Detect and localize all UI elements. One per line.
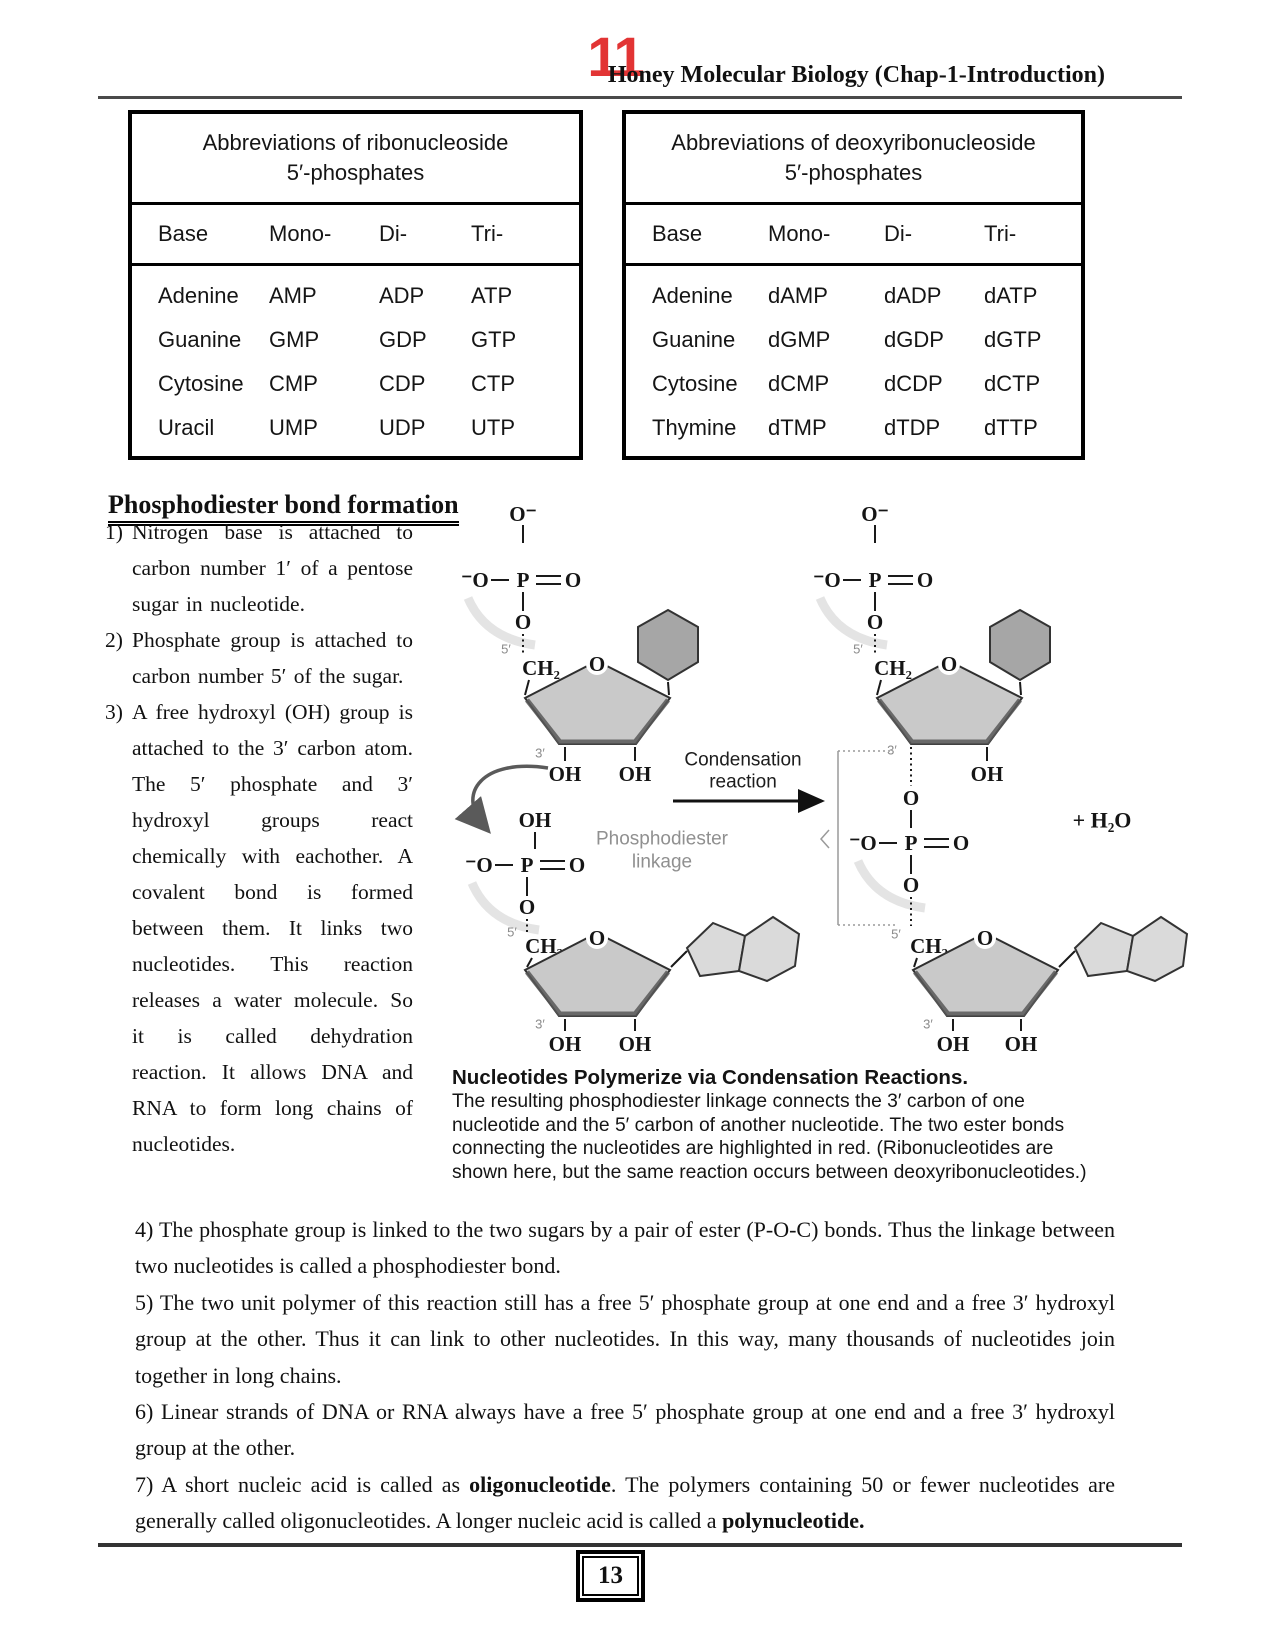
atom-label: P — [520, 853, 534, 877]
column-header: Di- — [884, 221, 913, 246]
table-title-line2: 5′-phosphates — [784, 160, 923, 185]
atom-label: CH₂ — [874, 656, 912, 680]
bond — [525, 680, 529, 695]
atom-label: O — [916, 568, 934, 592]
atom-label: CH₂ — [525, 934, 563, 958]
water-byproduct-label: + H₂O — [1072, 807, 1132, 833]
table-row — [132, 406, 579, 450]
list-item — [105, 1467, 1115, 1540]
bond — [877, 680, 881, 695]
purine-base-hexagon — [739, 917, 799, 981]
table-header-row — [626, 205, 1081, 266]
condensation-reaction-diagram — [430, 498, 1190, 1056]
atom-label: O — [952, 831, 970, 855]
table-row — [132, 318, 579, 362]
list-item — [105, 1212, 1115, 1285]
phosphodiester-label-line1: Phosphodiester — [595, 828, 729, 850]
table-row — [626, 318, 1081, 362]
hydroxyl-label: OH — [936, 1032, 970, 1056]
column-header: Di- — [379, 221, 408, 246]
bond — [914, 958, 917, 967]
prime-label: 5′ — [853, 641, 863, 657]
figure-caption — [452, 1066, 1110, 1184]
atom-label: O — [866, 610, 884, 634]
table-cell: GDP — [379, 327, 427, 352]
bold-term: polynucleotide. — [722, 1508, 865, 1534]
table-title-line1: Abbreviations of ribonucleoside — [202, 130, 509, 156]
list-number: 3) — [105, 700, 123, 724]
list-item — [105, 622, 413, 694]
table-row — [132, 362, 579, 406]
list-number: 7) — [135, 1471, 154, 1497]
atom-label: O⁻ — [861, 502, 889, 526]
numbered-list-left — [105, 514, 413, 1162]
pointer-bracket — [821, 830, 829, 848]
table-cell: dADP — [884, 283, 942, 308]
ring-oxygen-label: O — [940, 652, 958, 676]
table-cell: dCTP — [984, 371, 1041, 396]
table-cell: Guanine — [158, 327, 242, 352]
column-header: Base — [652, 221, 703, 246]
table-cell: UDP — [379, 415, 426, 440]
bond — [671, 951, 687, 967]
table-cell: CMP — [269, 371, 318, 396]
hydroxyl-label: OH — [618, 762, 652, 786]
list-item — [105, 1285, 1115, 1394]
ring-oxygen-label: O — [976, 926, 994, 950]
table-title — [626, 114, 1081, 205]
hydroxyl-bonds — [565, 1019, 635, 1031]
atom-label: ⁻O — [849, 831, 877, 855]
product-top-nucleotide — [813, 502, 1050, 786]
ring-oxygen-label: O — [588, 652, 606, 676]
prime-label: 3′ — [535, 745, 545, 761]
purine-base-pentagon — [687, 923, 745, 976]
list-text: Linear strands of DNA or RNA always have a free 5′ phosphate group at one end and a free 3′ hydroxyl group at the other. — [135, 1399, 1115, 1461]
list-text: A short nucleic acid is called as — [161, 1471, 470, 1497]
page-number-box — [576, 1550, 645, 1602]
atom-label: O — [902, 873, 920, 897]
atom-label: O — [514, 610, 532, 634]
prime-label: 5′ — [891, 926, 901, 942]
pyrimidine-base-hexagon — [638, 610, 698, 680]
table-cell: dAMP — [768, 283, 828, 308]
atom-label: ⁻O — [813, 568, 841, 592]
table-cell: UTP — [471, 415, 515, 440]
atom-label: P — [868, 568, 882, 592]
table-cell: dTDP — [884, 415, 941, 440]
table-cell: dGMP — [768, 327, 831, 352]
table-cell: dGDP — [884, 327, 944, 352]
column-header: Mono- — [269, 221, 332, 246]
hydroxyl-label: OH — [618, 1032, 652, 1056]
list-number: 6) — [135, 1399, 154, 1425]
footer-divider — [98, 1543, 1182, 1547]
atom-label: ⁻O — [465, 853, 493, 877]
table-cell: GTP — [471, 327, 517, 352]
linkage-oxygen-label: O — [902, 786, 920, 810]
column-header: Mono- — [768, 221, 831, 246]
page-title: Honey Molecular Biology (Chap-1-Introduction) — [607, 62, 1105, 88]
list-text: . The polymers containing 50 or fewer nucleotides are generally called oligonucleotides. A longer nucleic acid is called a — [135, 1471, 1115, 1534]
deoxyribonucleoside-table — [622, 110, 1085, 460]
section-heading: Phosphodiester bond formation — [108, 490, 459, 526]
list-number: 2) — [105, 628, 123, 652]
atom-label: O — [518, 895, 536, 919]
table-body — [132, 266, 579, 456]
table-cell: AMP — [269, 283, 317, 308]
bond — [1059, 951, 1075, 967]
table-cell: dGTP — [984, 327, 1042, 352]
table-cell: Adenine — [158, 283, 239, 308]
list-item — [105, 514, 413, 622]
pyrimidine-base-hexagon — [990, 610, 1050, 680]
table-cell: dCDP — [884, 371, 943, 396]
bond — [527, 958, 532, 967]
column-header: Tri- — [471, 221, 504, 246]
atom-label: CH₂ — [522, 656, 560, 680]
table-cell: CTP — [471, 371, 515, 396]
list-number: 4) — [135, 1217, 154, 1242]
hydroxyl-label: OH — [518, 808, 552, 832]
purine-base-pentagon — [1075, 923, 1133, 976]
table-cell: Guanine — [652, 327, 736, 352]
table-row — [626, 274, 1081, 318]
list-item — [105, 694, 413, 1162]
list-text: Nitrogen base is attached to carbon number 1′ of a pentose sugar in nucleotide. — [132, 520, 413, 616]
table-title-line1: Abbreviations of deoxyribonucleoside — [671, 130, 1036, 156]
atom-label: O — [568, 853, 586, 877]
phosphodiester-label-line2: linkage — [631, 851, 693, 873]
reactant-top-nucleotide — [461, 502, 698, 786]
ribonucleoside-table — [128, 110, 583, 460]
table-cell: ADP — [379, 283, 425, 308]
hydroxyl-bonds — [953, 1019, 1021, 1031]
table-cell: ATP — [471, 283, 513, 308]
chapter-number: 11 — [587, 25, 643, 88]
list-text: The phosphate group is linked to the two sugars by a pair of ester (P-O-C) bonds. Thus the linkage between two nucleotides is called a phosphodiester bond. — [135, 1217, 1115, 1279]
table-title-line2: 5′-phosphates — [286, 160, 425, 185]
atom-label: O — [564, 568, 582, 592]
prime-label: 5′ — [507, 924, 517, 940]
atom-label: P — [904, 831, 918, 855]
purine-base-hexagon — [1127, 917, 1187, 981]
table-cell: GMP — [269, 327, 320, 352]
product-bottom-nucleotide — [849, 786, 1187, 1056]
condensation-label-line2: reaction — [709, 771, 777, 793]
table-cell: Adenine — [652, 283, 733, 308]
hydroxyl-label: OH — [1004, 1032, 1038, 1056]
numbered-list-bottom — [105, 1212, 1115, 1540]
prime-label: 3′ — [923, 1016, 933, 1032]
hydroxyl-label: OH — [548, 1032, 582, 1056]
table-body — [626, 266, 1081, 456]
table-cell: CDP — [379, 371, 426, 396]
table-cell: Uracil — [158, 415, 215, 440]
ring-oxygen-label: O — [588, 926, 606, 950]
table-header-row — [132, 205, 579, 266]
list-text: A free hydroxyl (OH) group is attached to the 3′ carbon atom. The 5′ phosphate and 3′ hydroxyl groups react chemically with eachother. A covalent bond is formed between them. It links two nucleotides. This reaction releases a water molecule. So it is called dehydration reaction. It allows DNA and RNA to form long chains of nucleotides. — [132, 700, 413, 1156]
bond — [1020, 682, 1021, 695]
table-cell: UMP — [269, 415, 318, 440]
table-row — [626, 406, 1081, 450]
table-cell: Thymine — [652, 415, 737, 440]
prime-label: 3′ — [887, 742, 897, 758]
list-item — [105, 1394, 1115, 1467]
atom-label: ⁻O — [461, 568, 489, 592]
list-text: The two unit polymer of this reaction still has a free 5′ phosphate group at one end and a free 3′ hydroxyl group at the other. Thus it can link to other nucleotides. In this way, many thousands of nucleotides join together in long chains. — [135, 1289, 1115, 1388]
condensation-label-line1: Condensation — [684, 749, 802, 771]
hydroxyl-label: OH — [970, 762, 1004, 786]
table-row — [626, 362, 1081, 406]
table-cell: dTTP — [984, 415, 1038, 440]
atom-label: P — [516, 568, 530, 592]
table-row — [132, 274, 579, 318]
table-title — [132, 114, 579, 205]
header-divider — [98, 96, 1182, 99]
table-cell: dATP — [984, 283, 1038, 308]
caption-title: Nucleotides Polymerize via Condensation Reactions. — [452, 1066, 969, 1089]
list-text: Phosphate group is attached to carbon number 5′ of the sugar. — [132, 628, 413, 688]
bond — [668, 682, 669, 695]
atom-label: CH₂ — [910, 934, 948, 958]
bold-term: oligonucleotide — [469, 1471, 611, 1497]
column-header: Tri- — [984, 221, 1017, 246]
hydroxyl-bonds — [565, 747, 635, 761]
atom-label: O⁻ — [509, 502, 537, 526]
list-number: 1) — [105, 520, 123, 544]
table-cell: Cytosine — [652, 371, 738, 396]
hydroxyl-label: OH — [548, 762, 582, 786]
prime-label: 3′ — [535, 1016, 545, 1032]
prime-label: 5′ — [501, 641, 511, 657]
table-cell: Cytosine — [158, 371, 244, 396]
list-number: 5) — [135, 1289, 154, 1315]
caption-body: The resulting phosphodiester linkage connects the 3′ carbon of one nucleotide and the 5′ carbon of another nucleotide. The two ester bonds connecting the nucleotides are highlighted in red. (Ribonucleotides are shown here, but the same reaction occurs between deoxyribonucleotides.) — [452, 1091, 1087, 1183]
table-cell: dTMP — [768, 415, 827, 440]
table-cell: dCMP — [768, 371, 830, 396]
page-number: 13 — [582, 1556, 639, 1596]
column-header: Base — [158, 221, 209, 246]
